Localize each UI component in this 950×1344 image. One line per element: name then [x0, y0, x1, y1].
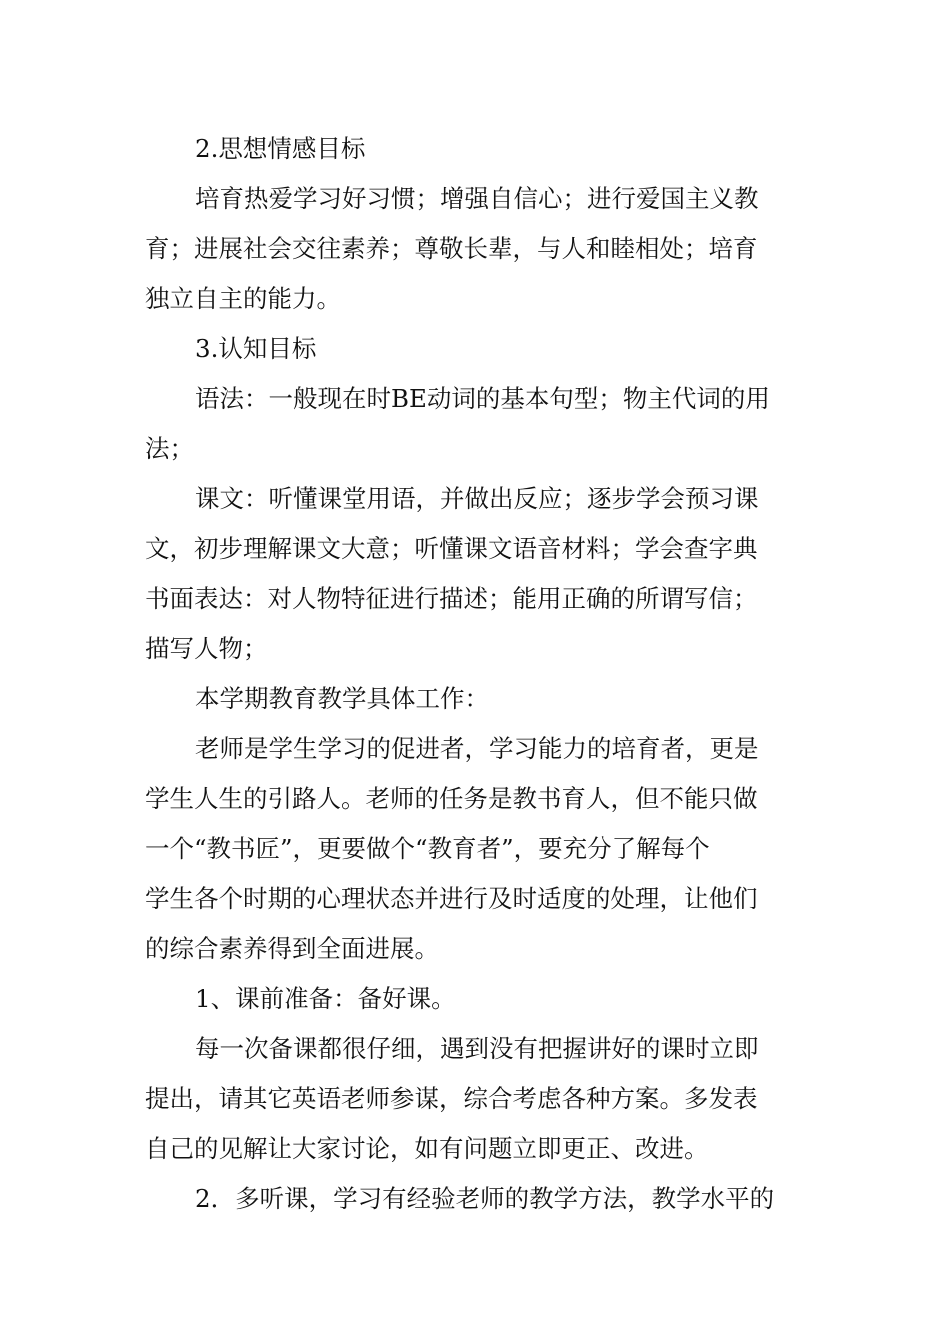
paragraph-line: 育；进展社会交往素养；尊敬长辈，与人和睦相处；培育: [145, 234, 758, 263]
paragraph-line: 2．多听课，学习有经验老师的教学方法，教学水平的: [195, 1184, 775, 1213]
paragraph-line: 文，初步理解课文大意；听懂课文语音材料；学会查字典: [145, 534, 758, 563]
paragraph-line: 描写人物；: [145, 634, 268, 663]
paragraph-line: 自己的见解让大家讨论，如有问题立即更正、改进。: [145, 1134, 709, 1163]
paragraph-line: 的综合素养得到全面进展。: [145, 934, 439, 963]
paragraph-line: 一个“教书匠”，更要做个“教育者”，要充分了解每个: [145, 834, 710, 863]
paragraph-line: 课文：听懂课堂用语，并做出反应；逐步学会预习课: [195, 484, 759, 513]
paragraph-line: 学生各个时期的心理状态并进行及时适度的处理，让他们: [145, 884, 758, 913]
heading-lesson-prep: 1、课前准备：备好课。: [195, 984, 456, 1013]
paragraph-line: 书面表达：对人物特征进行描述；能用正确的所谓写信；: [145, 584, 758, 613]
heading-emotional-goals: 2.思想情感目标: [195, 134, 366, 163]
heading-cognitive-goals: 3.认知目标: [195, 334, 317, 363]
paragraph-line: 每一次备课都很仔细，遇到没有把握讲好的课时立即: [195, 1034, 759, 1063]
paragraph-line: 语法：一般现在时BE动词的基本句型；物主代词的用: [195, 384, 770, 413]
heading-semester-work: 本学期教育教学具体工作：: [195, 684, 489, 713]
paragraph-line: 老师是学生学习的促进者，学习能力的培育者，更是: [195, 734, 759, 763]
paragraph-line: 独立自主的能力。: [145, 284, 341, 313]
paragraph-line: 培育热爱学习好习惯；增强自信心；进行爱国主义教: [195, 184, 759, 213]
paragraph-line: 法；: [145, 434, 194, 463]
paragraph-line: 提出，请其它英语老师参谋，综合考虑各种方案。多发表: [145, 1084, 758, 1113]
paragraph-line: 学生人生的引路人。老师的任务是教书育人，但不能只做: [145, 784, 758, 813]
